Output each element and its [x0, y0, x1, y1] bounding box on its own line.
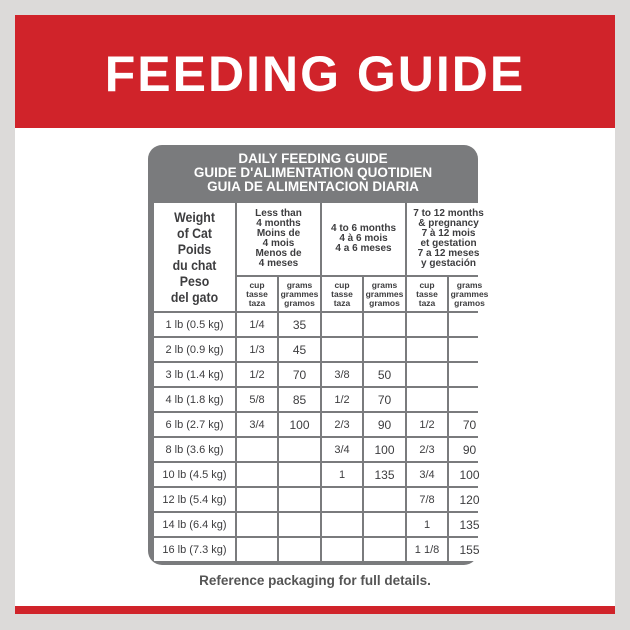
- cup-subheader-line: cup: [334, 279, 350, 290]
- age-group-line: 7 a 12 meses: [417, 248, 480, 259]
- age-group-line: 4 months: [256, 218, 301, 229]
- cat-weight-cell: 1 lb (0.5 kg): [154, 313, 235, 336]
- grams-amount-cell: 50: [364, 363, 405, 386]
- grams-amount-cell: [279, 463, 320, 486]
- cup-subheader: [237, 277, 277, 311]
- banner-title: FEEDING GUIDE: [104, 45, 526, 102]
- weight-header-line: Weight: [174, 209, 215, 225]
- grams-subheader: [449, 277, 490, 311]
- weight-header-line: Peso: [179, 273, 210, 289]
- cup-amount-cell: 1/4: [237, 313, 277, 336]
- grams-amount-cell: 100: [449, 463, 490, 486]
- weight-header-line: del gato: [170, 289, 219, 305]
- cup-amount-cell: 1: [322, 463, 362, 486]
- grams-amount-cell: 90: [449, 438, 490, 461]
- age-group-header: [407, 203, 490, 275]
- grams-amount-cell: 70: [364, 388, 405, 411]
- age-group-line: y gestación: [421, 258, 477, 269]
- grams-amount-cell: 35: [279, 313, 320, 336]
- cup-amount-cell: [237, 438, 277, 461]
- cat-weight-cell: 14 lb (6.4 kg): [154, 513, 235, 536]
- cup-amount-cell: 3/8: [322, 363, 362, 386]
- age-group-line: 4 to 6 months: [331, 223, 397, 234]
- grams-subheader-line: gramos: [284, 297, 315, 308]
- age-group-header: [322, 203, 405, 275]
- cat-weight-cell: 10 lb (4.5 kg): [154, 463, 235, 486]
- grams-amount-cell: 120: [449, 488, 490, 511]
- grams-subheader: [279, 277, 320, 311]
- grams-subheader-line: grams: [456, 279, 483, 290]
- cup-amount-cell: 2/3: [322, 413, 362, 436]
- grams-amount-cell: [364, 488, 405, 511]
- footer-note: Reference packaging for full details.: [199, 573, 431, 588]
- card-heading-line: DAILY FEEDING GUIDE: [238, 151, 388, 166]
- cup-amount-cell: 3/4: [237, 413, 277, 436]
- weight-header-line: of Cat: [177, 225, 212, 241]
- table-row: [154, 413, 490, 436]
- age-group-line: et gestation: [420, 238, 477, 249]
- cup-subheader-line: tasse: [246, 288, 268, 299]
- grams-amount-cell: [449, 313, 490, 336]
- cup-amount-cell: [322, 488, 362, 511]
- age-group-line: Less than: [255, 208, 302, 219]
- grams-amount-cell: [449, 388, 490, 411]
- grams-amount-cell: 90: [364, 413, 405, 436]
- grams-amount-cell: [279, 438, 320, 461]
- cup-subheader-line: taza: [418, 297, 436, 308]
- grams-amount-cell: 135: [449, 513, 490, 536]
- cup-subheader: [322, 277, 362, 311]
- cup-amount-cell: [237, 538, 277, 561]
- table-row: [154, 488, 490, 511]
- weight-header-line: Poids: [177, 241, 212, 257]
- cup-amount-cell: [407, 388, 447, 411]
- age-group-line: Moins de: [256, 228, 301, 239]
- weight-column-header: [154, 203, 235, 311]
- table-row: [154, 363, 490, 386]
- cat-weight-cell: 8 lb (3.6 kg): [154, 438, 235, 461]
- cup-amount-cell: 1: [407, 513, 447, 536]
- cup-amount-cell: 2/3: [407, 438, 447, 461]
- cup-amount-cell: [322, 538, 362, 561]
- weight-header-line: du chat: [172, 257, 217, 273]
- grams-amount-cell: 100: [279, 413, 320, 436]
- cup-amount-cell: [322, 338, 362, 361]
- cup-amount-cell: 3/4: [322, 438, 362, 461]
- cat-weight-cell: 4 lb (1.8 kg): [154, 388, 235, 411]
- bottom-red-bar: [15, 606, 615, 614]
- grams-amount-cell: 100: [364, 438, 405, 461]
- grams-subheader-line: grams: [371, 279, 398, 290]
- cat-weight-cell: 16 lb (7.3 kg): [154, 538, 235, 561]
- cup-amount-cell: 3/4: [407, 463, 447, 486]
- cat-weight-cell: 12 lb (5.4 kg): [154, 488, 235, 511]
- grams-amount-cell: [279, 513, 320, 536]
- cup-amount-cell: [407, 363, 447, 386]
- card-heading-line: GUIA DE ALIMENTACION DIARIA: [207, 179, 419, 194]
- age-group-line: 7 à 12 mois: [421, 228, 476, 239]
- cat-weight-cell: 6 lb (2.7 kg): [154, 413, 235, 436]
- table-row: [154, 388, 490, 411]
- grams-subheader-line: grammes: [280, 288, 319, 299]
- age-group-line: 4 a 6 meses: [335, 243, 392, 254]
- grams-subheader: [364, 277, 405, 311]
- grams-amount-cell: [364, 513, 405, 536]
- grams-subheader-line: grammes: [450, 288, 489, 299]
- table-row: [154, 438, 490, 461]
- grams-amount-cell: [279, 488, 320, 511]
- card-heading: [148, 145, 478, 201]
- cup-subheader-line: cup: [419, 279, 435, 290]
- cup-amount-cell: 1/2: [407, 413, 447, 436]
- cup-amount-cell: [237, 513, 277, 536]
- cup-amount-cell: [407, 313, 447, 336]
- grams-subheader-line: gramos: [369, 297, 400, 308]
- cup-amount-cell: [237, 463, 277, 486]
- grams-subheader-line: gramos: [454, 297, 485, 308]
- table-row: [154, 538, 490, 561]
- age-group-line: 4 meses: [258, 258, 299, 269]
- age-group-header: [237, 203, 320, 275]
- grams-amount-cell: 45: [279, 338, 320, 361]
- age-group-line: & pregnancy: [418, 218, 479, 229]
- cup-subheader-line: taza: [248, 297, 266, 308]
- cup-amount-cell: [237, 488, 277, 511]
- cup-amount-cell: 1/2: [322, 388, 362, 411]
- cup-subheader-line: tasse: [416, 288, 438, 299]
- feeding-table: [152, 201, 492, 563]
- card-heading-line: GUIDE D'ALIMENTATION QUOTIDIEN: [193, 165, 433, 180]
- grams-amount-cell: 155: [449, 538, 490, 561]
- banner: [15, 15, 615, 128]
- grams-subheader-line: grammes: [365, 288, 404, 299]
- grams-subheader-line: grams: [286, 279, 313, 290]
- grams-amount-cell: [449, 338, 490, 361]
- grams-amount-cell: 135: [364, 463, 405, 486]
- grams-amount-cell: 70: [279, 363, 320, 386]
- cup-amount-cell: [322, 313, 362, 336]
- cup-amount-cell: [322, 513, 362, 536]
- cup-amount-cell: 1/3: [237, 338, 277, 361]
- grams-amount-cell: [364, 313, 405, 336]
- cup-amount-cell: 1 1/8: [407, 538, 447, 561]
- grams-amount-cell: [364, 538, 405, 561]
- grams-amount-cell: 85: [279, 388, 320, 411]
- table-row: [154, 338, 490, 361]
- age-group-line: 7 to 12 months: [413, 208, 484, 219]
- grams-amount-cell: [364, 338, 405, 361]
- table-row: [154, 513, 490, 536]
- cup-amount-cell: 7/8: [407, 488, 447, 511]
- grams-amount-cell: [279, 538, 320, 561]
- cup-subheader-line: taza: [333, 297, 351, 308]
- cup-subheader-line: cup: [249, 279, 265, 290]
- age-group-line: 4 à 6 mois: [339, 233, 388, 244]
- cup-subheader-line: tasse: [331, 288, 353, 299]
- age-group-line: Menos de: [255, 248, 302, 259]
- cup-amount-cell: 5/8: [237, 388, 277, 411]
- age-group-line: 4 mois: [262, 238, 295, 249]
- cup-amount-cell: 1/2: [237, 363, 277, 386]
- table-row: [154, 313, 490, 336]
- cat-weight-cell: 3 lb (1.4 kg): [154, 363, 235, 386]
- cat-weight-cell: 2 lb (0.9 kg): [154, 338, 235, 361]
- bottom-gray-strip: [0, 614, 630, 630]
- grams-amount-cell: 70: [449, 413, 490, 436]
- cup-subheader: [407, 277, 447, 311]
- table-row: [154, 463, 490, 486]
- grams-amount-cell: [449, 363, 490, 386]
- cup-amount-cell: [407, 338, 447, 361]
